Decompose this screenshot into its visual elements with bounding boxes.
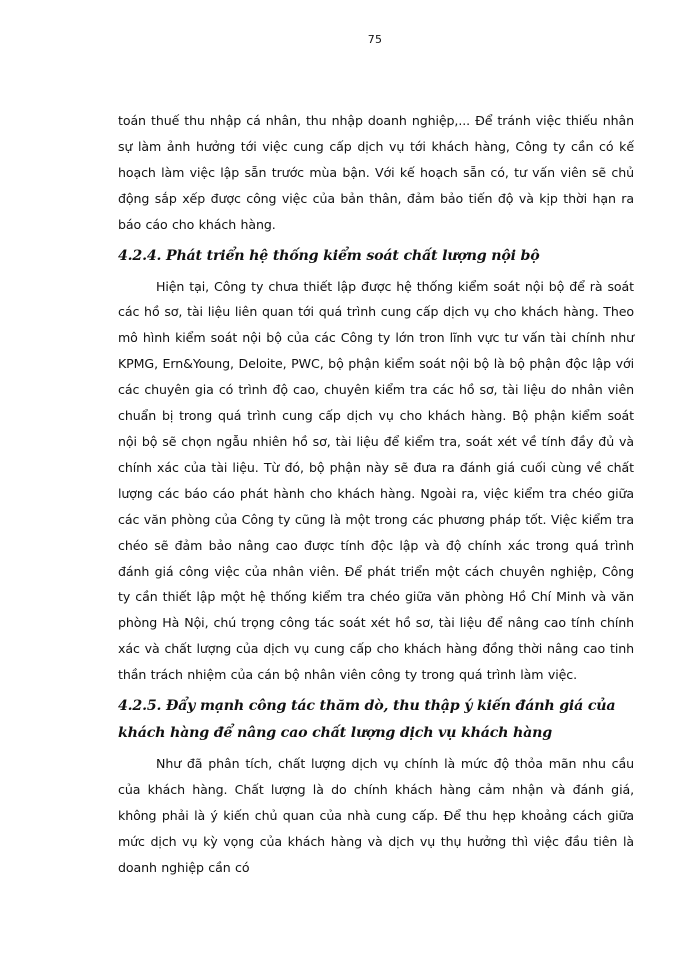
paragraph-continuation: toán thuế thu nhập cá nhân, thu nhập doanh nghiệp,... Để tránh việc thiếu nhân sự làm ảnh hưởng tới việc cung cấp dịch vụ tới khách hàng, Công ty cần có kế hoạch làm việc lập sẵn trước mùa bận. Với kế hoạch sẵn có, tư vấn viên sẽ chủ động sắp xếp được công việc của bản thân, đảm bảo tiến độ và kịp thời hạn ra báo cáo cho khách hàng. bbox=[118, 113, 634, 232]
section-heading-4-2-5: 4.2.5. Đẩy mạnh công tác thăm dò, thu thập ý kiến đánh giá của khách hàng để nâng cao chất lượng dịch vụ khách hàng bbox=[118, 698, 616, 742]
document-body bbox=[118, 108, 634, 881]
page-number: 75 bbox=[367, 33, 383, 46]
section-heading-4-2-4: 4.2.4. Phát triển hệ thống kiểm soát chất lượng nội bộ bbox=[118, 247, 540, 264]
paragraph-service-quality: Như đã phân tích, chất lượng dịch vụ chính là mức độ thỏa mãn nhu cầu của khách hàng. Chất lượng là do chính khách hàng cảm nhận và đánh giá, không phải là ý kiến chủ quan của nhà cung cấp. Để thu hẹp khoảng cách giữa mức dịch vụ kỳ vọng của khách hàng và dịch vụ thụ hưởng thì việc đầu tiên là doanh nghiệp cần có bbox=[118, 756, 634, 875]
paragraph-internal-control: Hiện tại, Công ty chưa thiết lập được hệ thống kiểm soát nội bộ để rà soát các hồ sơ, tài liệu liên quan tới quá trình cung cấp dịch vụ cho khách hàng. Theo mô hình kiểm soát nội bộ của các Công ty lớn tron lĩnh vực tư vấn tài chính như KPMG, Ern&Young, Deloite, PWC, bộ phận kiểm soát nội bộ là bộ phận độc lập với các chuyên gia có trình độ cao, chuyên kiểm tra các hồ sơ, tài liệu do nhân viên chuẩn bị trong quá trình cung cấp dịch vụ cho khách hàng. Bộ phận kiểm soát nội bộ sẽ chọn ngẫu nhiên hồ sơ, tài liệu để kiểm tra, soát xét về tính đầy đủ và chính xác của tài liệu. Từ đó, bộ phận này sẽ đưa ra đánh giá cuối cùng về chất lượng các báo cáo phát hành cho khách hàng. Ngoài ra, việc kiểm tra chéo giữa các văn phòng của Công ty cũng là một trong các phương pháp tốt. Việc kiểm tra chéo sẽ đảm bảo nâng cao được tính độc lập và độ chính xác trong quá trình đánh giá công việc của nhân viên. Để phát triển một cách chuyên nghiệp, Công ty cần thiết lập một hệ thống kiểm tra chéo giữa văn phòng Hồ Chí Minh và văn phòng Hà Nội, chú trọng công tác soát xét hồ sơ, tài liệu để nâng cao tính chính xác và chất lượng của dịch vụ cung cấp cho khách hàng đồng thời nâng cao tinh thần trách nhiệm của cán bộ nhân viên công ty trong quá trình làm việc. bbox=[118, 278, 634, 683]
